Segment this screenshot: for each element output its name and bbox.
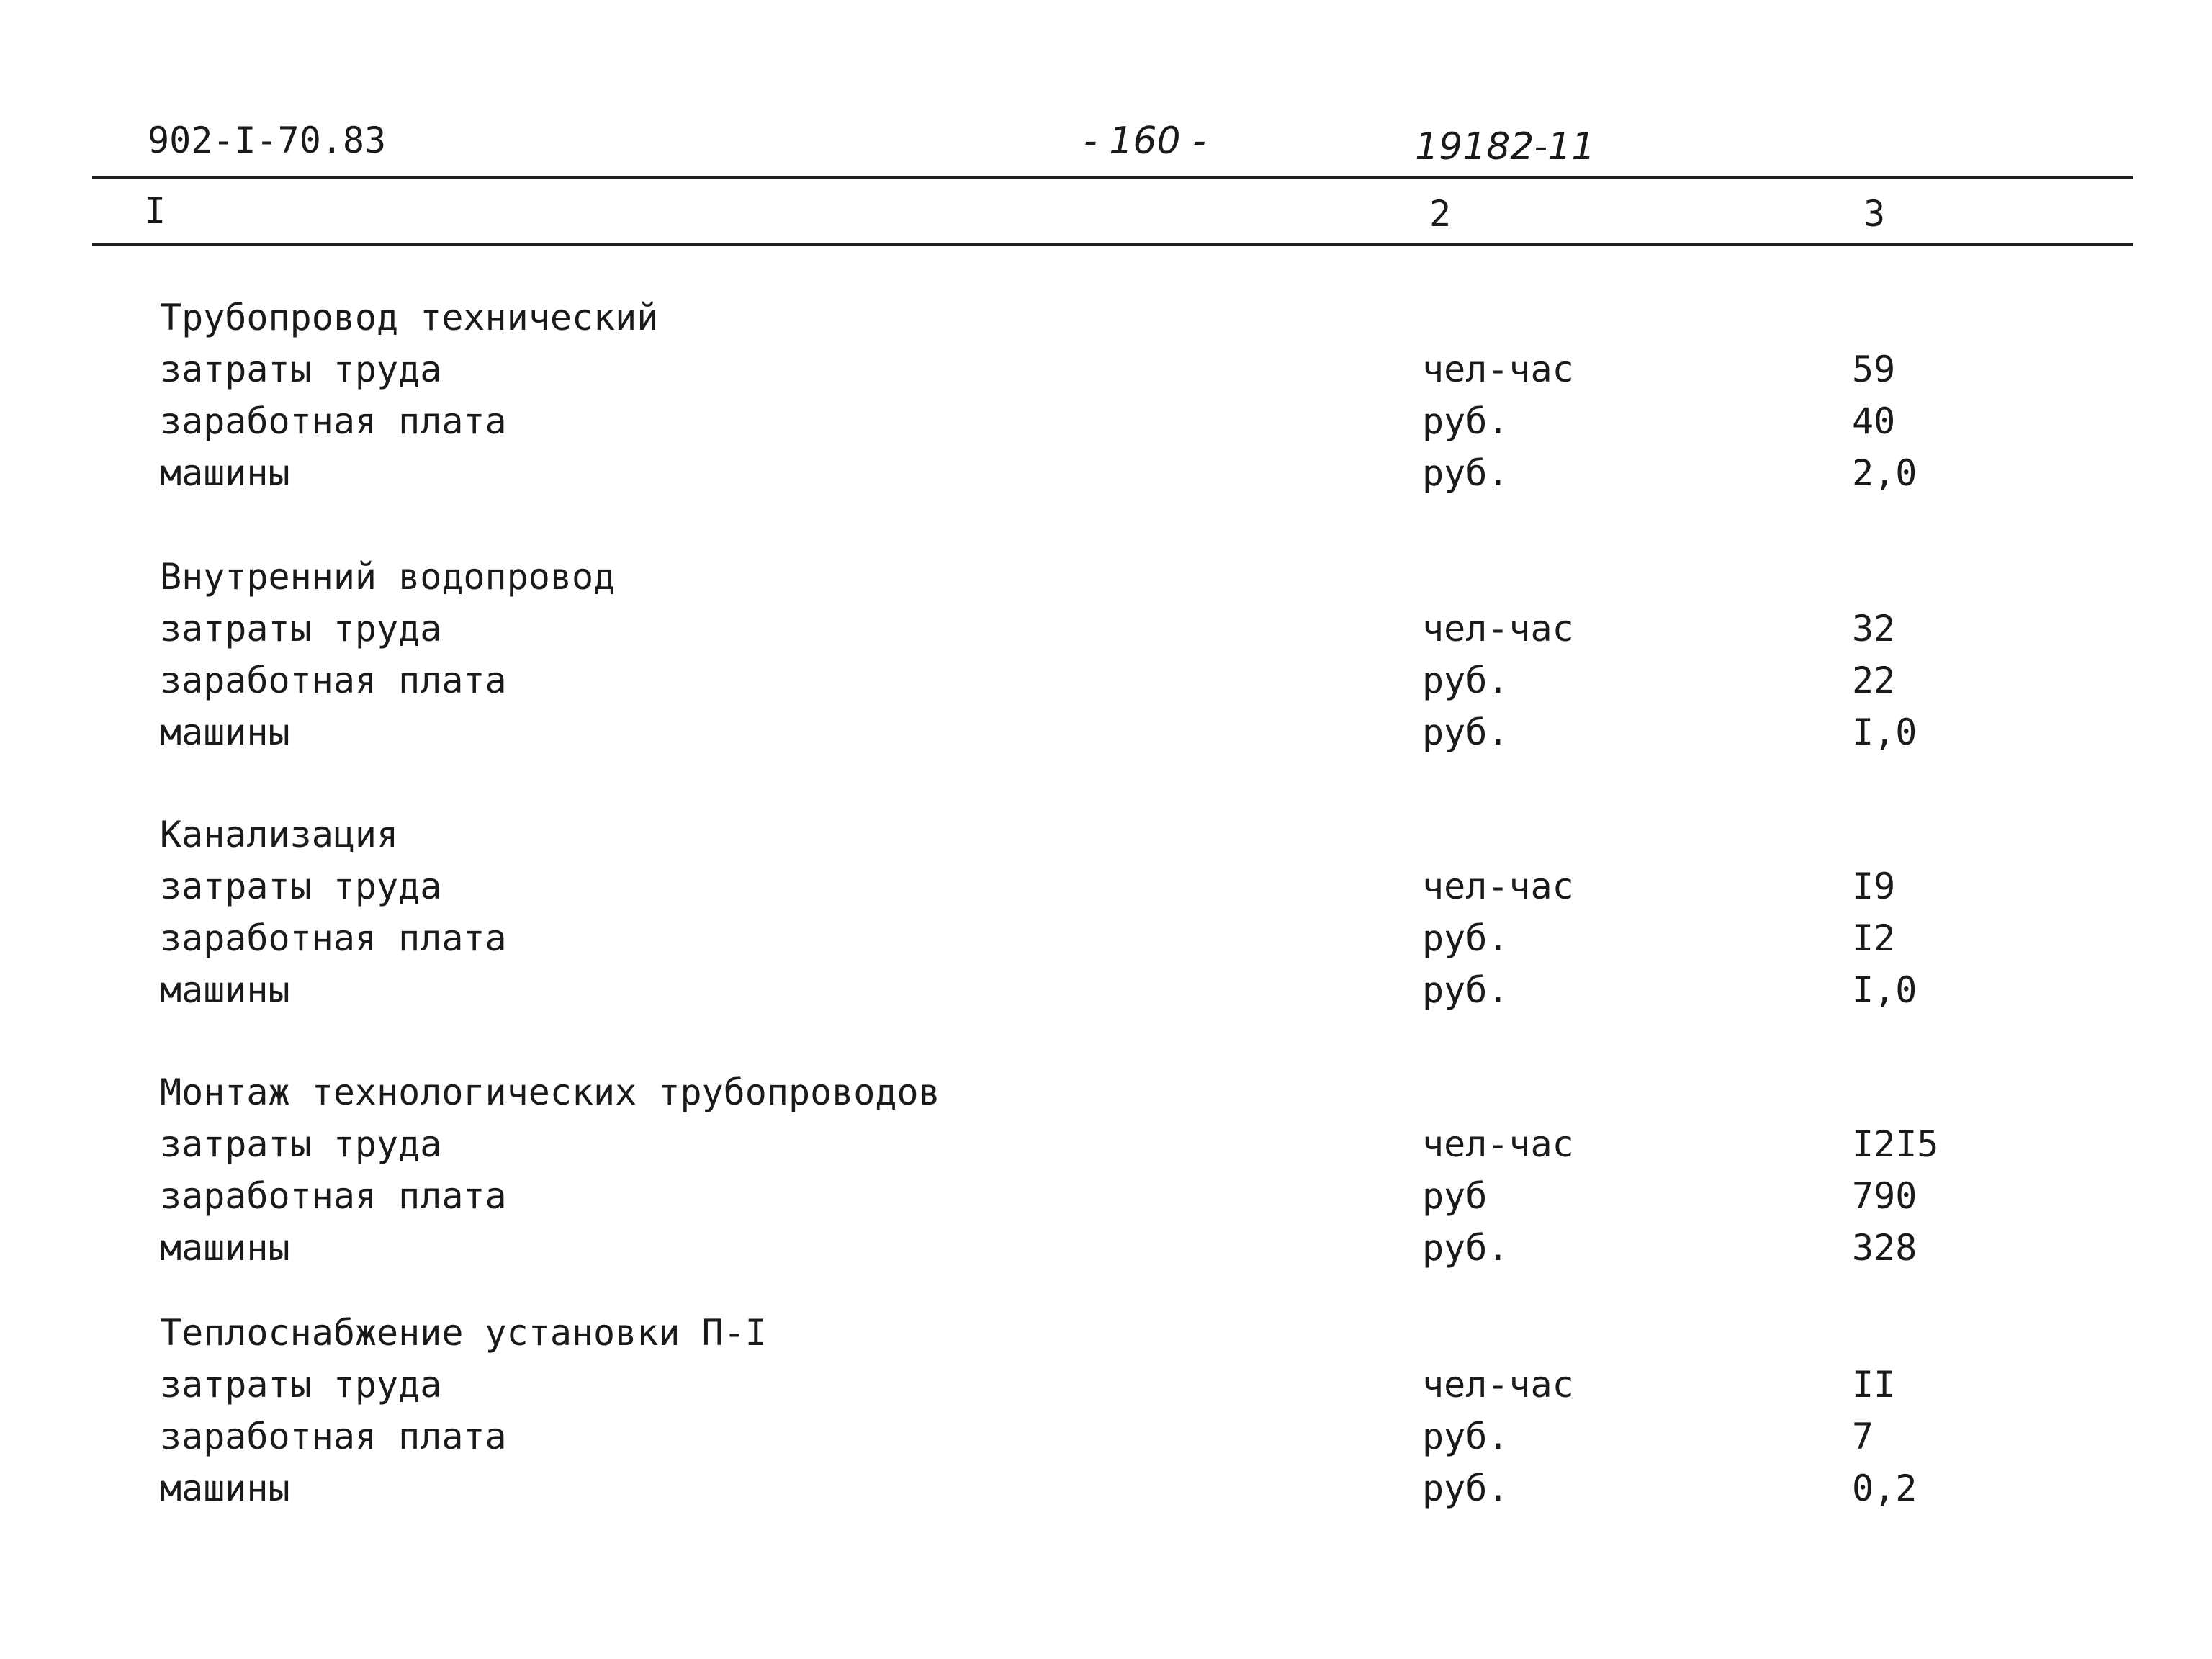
table-row	[0, 447, 2212, 499]
inventory-number: 19182-11	[1415, 125, 1596, 168]
row-value: 0,2	[1852, 1467, 1917, 1509]
table-row	[0, 1359, 2212, 1411]
table-row	[0, 343, 2212, 395]
row-unit: руб.	[1422, 1467, 1509, 1509]
column-header-3: 3	[1863, 193, 1886, 235]
section-title: Канализация	[160, 814, 399, 855]
document-code: 902-I-70.83	[148, 120, 387, 161]
row-value: 2,0	[1852, 452, 1917, 494]
row-value: 32	[1852, 608, 1896, 649]
row-unit: чел-час	[1422, 866, 1574, 907]
section-title: Теплоснабжение установки П-I	[160, 1312, 767, 1354]
section-title: Монтаж технологических трубопроводов	[160, 1071, 940, 1113]
row-name: машины	[160, 452, 290, 494]
table-row	[0, 964, 2212, 1016]
table-row	[0, 1411, 2212, 1462]
row-unit: руб	[1422, 1175, 1488, 1217]
table-top-rule	[92, 176, 2133, 179]
column-header-2: 2	[1429, 193, 1452, 235]
row-name: затраты труда	[160, 608, 442, 649]
table-row	[0, 395, 2212, 447]
row-value: II	[1852, 1364, 1896, 1406]
table-row	[0, 655, 2212, 706]
section-title: Трубопровод технический	[160, 297, 659, 338]
section-title: Внутренний водопровод	[160, 556, 616, 598]
row-value: I,0	[1852, 711, 1917, 753]
row-name: затраты труда	[160, 349, 442, 390]
row-unit: чел-час	[1422, 349, 1574, 390]
row-name: заработная плата	[160, 917, 507, 959]
row-name: заработная плата	[160, 400, 507, 442]
table-row	[0, 706, 2212, 758]
row-unit: руб.	[1422, 452, 1509, 494]
row-value: I2I5	[1852, 1123, 1939, 1165]
row-unit: чел-час	[1422, 608, 1574, 649]
row-value: 790	[1852, 1175, 1917, 1217]
row-unit: руб.	[1422, 1416, 1509, 1457]
row-name: машины	[160, 1467, 290, 1509]
row-name: затраты труда	[160, 1123, 442, 1165]
row-name: заработная плата	[160, 1175, 507, 1217]
row-name: машины	[160, 969, 290, 1011]
row-unit: чел-час	[1422, 1123, 1574, 1165]
row-value: 59	[1852, 349, 1896, 390]
table-row	[0, 1118, 2212, 1170]
row-name: машины	[160, 1227, 290, 1269]
table-header-bottom-rule	[92, 243, 2133, 246]
row-unit: руб.	[1422, 660, 1509, 701]
row-value: I,0	[1852, 969, 1917, 1011]
row-unit: руб.	[1422, 969, 1509, 1011]
row-value: 40	[1852, 400, 1896, 442]
page-number: - 160 -	[1084, 120, 1206, 163]
row-name: заработная плата	[160, 660, 507, 701]
row-value: I9	[1852, 866, 1896, 907]
row-name: затраты труда	[160, 866, 442, 907]
row-value: 22	[1852, 660, 1896, 701]
table-row	[0, 1462, 2212, 1514]
table-row	[0, 1170, 2212, 1222]
table-row	[0, 603, 2212, 655]
column-header-1: I	[144, 190, 166, 232]
row-name: машины	[160, 711, 290, 753]
row-value: 328	[1852, 1227, 1917, 1269]
row-unit: руб.	[1422, 1227, 1509, 1269]
row-name: заработная плата	[160, 1416, 507, 1457]
row-unit: руб.	[1422, 917, 1509, 959]
table-row	[0, 912, 2212, 964]
row-value: I2	[1852, 917, 1896, 959]
row-name: затраты труда	[160, 1364, 442, 1406]
row-unit: руб.	[1422, 400, 1509, 442]
row-unit: руб.	[1422, 711, 1509, 753]
row-unit: чел-час	[1422, 1364, 1574, 1406]
table-row	[0, 860, 2212, 912]
table-row	[0, 1222, 2212, 1274]
row-value: 7	[1852, 1416, 1874, 1457]
